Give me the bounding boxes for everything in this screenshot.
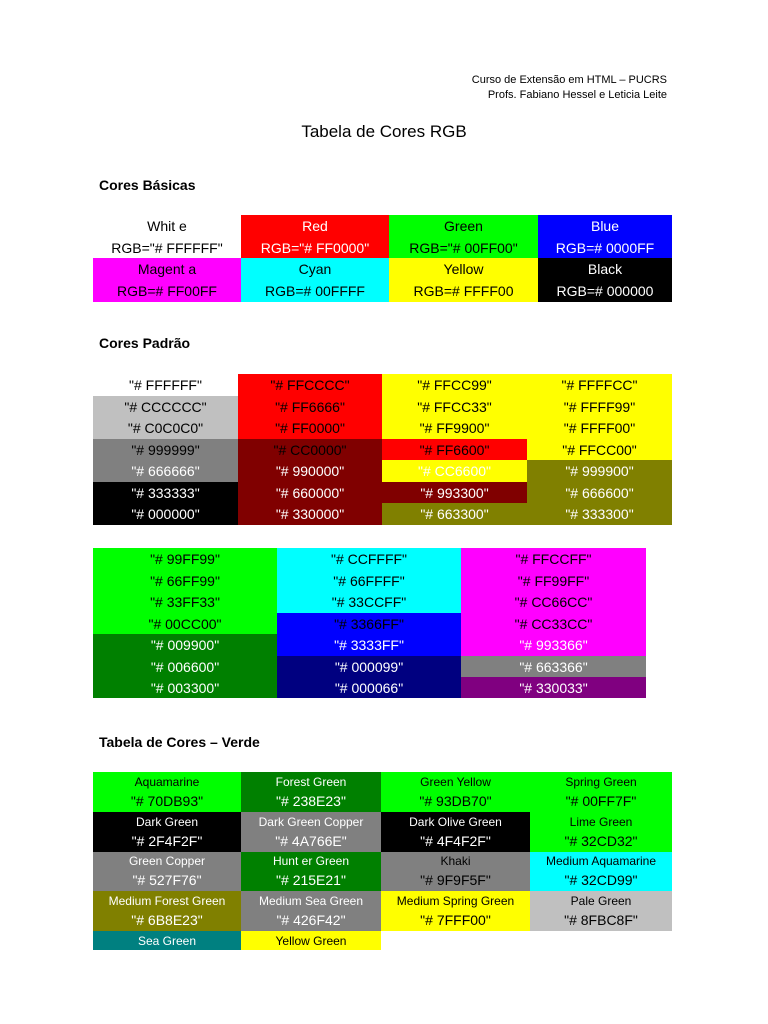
green-color-name: Spring Green [565, 774, 637, 789]
green-color-code: "# 7FFF00" [420, 911, 491, 928]
hex-cell [277, 634, 461, 656]
hex-code: "# 990000" [275, 463, 345, 479]
hex-cell [93, 374, 238, 396]
green-color-code: "# 00FF7F" [565, 792, 637, 809]
hex-code: "# FFFF00" [563, 420, 636, 436]
green-color-cell [93, 772, 241, 812]
green-color-cell [381, 852, 530, 891]
hex-code: "# 3366FF" [334, 615, 404, 632]
hex-cell [93, 439, 238, 460]
hex-cell [93, 548, 277, 570]
color-code: RGB=# 0000FF [555, 239, 655, 256]
hex-code: "# 993366" [519, 637, 588, 653]
green-color-code: "# 2F4F2F" [131, 832, 203, 849]
green-color-code: "# 527F76" [132, 872, 202, 888]
hex-cell [382, 439, 527, 460]
hex-code: "# 993300" [420, 484, 489, 501]
color-name: Green [444, 217, 483, 234]
hex-code: "# CCFFFF" [330, 551, 408, 567]
hex-cell [461, 548, 646, 570]
green-color-cell [241, 891, 381, 931]
hex-cell [238, 482, 382, 503]
hex-cell [461, 613, 646, 634]
hex-cell [461, 570, 646, 591]
hex-cell [93, 417, 238, 439]
hex-code: "# 000099" [334, 658, 404, 675]
hex-code: "# FFFFFF" [129, 377, 202, 393]
green-color-cell [93, 891, 241, 931]
green-color-code: "# 4F4F2F" [420, 832, 491, 849]
green-color-cell [381, 891, 530, 931]
color-code: RGB=# FFFF00 [413, 283, 514, 299]
hex-code: "# 00CC00" [148, 615, 222, 632]
green-color-code: "# 215E21" [276, 872, 346, 888]
hex-code: "# FFCC33" [417, 398, 492, 415]
green-color-cell [530, 812, 672, 852]
green-color-code: "# 8FBC8F" [564, 911, 638, 928]
section-heading-padrao: Cores Padrão [99, 335, 191, 351]
hex-code: "# 663300" [420, 506, 489, 522]
hex-cell [382, 460, 527, 482]
color-cell [93, 258, 241, 302]
green-color-name: Yellow Green [275, 933, 347, 948]
hex-code: "# 3333FF" [334, 637, 404, 653]
hex-cell [277, 548, 461, 570]
hex-cell [382, 482, 527, 503]
green-color-name: Aquamarine [134, 774, 200, 789]
hex-code: "# 333333" [131, 484, 200, 501]
green-color-cell [93, 812, 241, 852]
hex-cell [461, 677, 646, 698]
hex-cell [238, 396, 382, 417]
green-color-name: Green Copper [128, 854, 206, 868]
hex-cell [93, 396, 238, 417]
hex-code: "# FF9900" [419, 420, 490, 436]
hex-cell [382, 396, 527, 417]
green-color-cell [530, 852, 672, 891]
green-color-cell [241, 812, 381, 852]
hex-code: "# 666600" [565, 484, 634, 501]
hex-code: "# CC66CC" [514, 594, 593, 610]
hex-code: "# 999900" [565, 463, 634, 479]
header-course: Curso de Extensão em HTML – PUCRS [471, 74, 667, 86]
hex-cell [93, 613, 277, 634]
hex-cell [93, 677, 277, 698]
hex-code: "# FF0000" [275, 420, 345, 436]
hex-code: "# 000066" [334, 679, 404, 696]
green-color-name: Forest Green [275, 774, 347, 789]
hex-cell [461, 656, 646, 677]
hex-code: "# 330000" [275, 506, 345, 522]
green-color-cell [530, 891, 672, 931]
hex-code: "# 666666" [131, 463, 200, 479]
green-color-cell [93, 852, 241, 891]
green-color-name: Dark Olive Green [409, 814, 502, 829]
hex-code: "# 009900" [150, 637, 220, 653]
standard-colors-table-2 [93, 548, 646, 698]
green-color-name: Hunt er Green [272, 854, 350, 868]
hex-code: "# 663366" [519, 658, 588, 675]
hex-cell [93, 634, 277, 656]
header-professors: Profs. Fabiano Hessel e Leticia Leite [487, 89, 667, 101]
hex-code: "# CC0000" [273, 441, 347, 458]
hex-code: "# FFFFCC" [561, 377, 638, 393]
hex-cell [93, 460, 238, 482]
hex-cell [382, 503, 527, 525]
hex-cell [382, 374, 527, 396]
standard-colors-table-1 [93, 374, 672, 525]
hex-cell [238, 460, 382, 482]
green-color-name: Medium Sea Green [258, 893, 364, 908]
green-color-code: "# 70DB93" [130, 792, 204, 809]
green-color-name: Dark Green Copper [258, 814, 364, 829]
hex-code: "# C0C0C0" [127, 420, 204, 436]
hex-cell [527, 503, 672, 525]
green-color-code: "# 93DB70" [419, 792, 492, 809]
hex-code: "# 66FF99" [150, 572, 220, 589]
hex-cell [527, 439, 672, 460]
hex-cell [277, 677, 461, 698]
hex-code: "# 33CCFF" [331, 594, 407, 610]
hex-cell [461, 634, 646, 656]
hex-code: "# FFFF99" [563, 398, 636, 415]
hex-cell [527, 417, 672, 439]
color-name: Cyan [298, 261, 332, 277]
hex-cell [527, 374, 672, 396]
color-cell [241, 258, 389, 302]
color-name: Yellow [443, 261, 484, 277]
hex-cell [277, 613, 461, 634]
hex-code: "# 000000" [131, 506, 200, 522]
hex-cell [527, 460, 672, 482]
green-color-name: Medium Spring Green [396, 893, 515, 908]
color-name: Red [302, 217, 328, 234]
hex-cell [277, 656, 461, 677]
color-code: RGB="# FF0000" [260, 239, 370, 256]
hex-code: "# 660000" [275, 484, 345, 501]
page-title: Tabela de Cores RGB [301, 122, 467, 141]
hex-cell [238, 417, 382, 439]
color-cell [538, 258, 672, 302]
hex-code: "# FF99FF" [517, 572, 590, 589]
green-color-code: "# 426F42" [276, 911, 346, 928]
section-heading-basicas: Cores Básicas [99, 177, 196, 193]
green-color-name: Green Yellow [420, 774, 491, 789]
hex-code: "# CC33CC" [514, 615, 593, 632]
hex-cell [93, 482, 238, 503]
hex-cell [382, 417, 527, 439]
color-cell [389, 258, 538, 302]
green-color-cell [381, 772, 530, 812]
hex-code: "# 333300" [565, 506, 634, 522]
hex-code: "# FFCCFF" [515, 551, 592, 567]
green-color-code: "# 238E23" [276, 792, 346, 809]
hex-cell [93, 656, 277, 677]
color-cell [93, 215, 241, 258]
hex-code: "# FF6600" [419, 441, 490, 458]
hex-code: "# 99FF99" [150, 551, 220, 567]
hex-cell [277, 570, 461, 591]
hex-cell [527, 482, 672, 503]
hex-cell [93, 503, 238, 525]
basic-colors-table [93, 215, 672, 302]
hex-code: "# 006600" [150, 658, 220, 675]
green-color-name: Khaki [440, 854, 471, 868]
green-colors-table [93, 772, 672, 950]
hex-cell [238, 374, 382, 396]
color-code: RGB=# FF00FF [117, 283, 217, 299]
color-cell [241, 215, 389, 258]
hex-code: "# FFCCCC" [270, 377, 350, 393]
green-color-code: "# 4A766E" [275, 832, 347, 849]
hex-code: "# CC6600" [418, 463, 491, 479]
hex-cell [93, 570, 277, 591]
green-color-code: "# 9F9F5F" [420, 872, 491, 888]
color-name: Magent a [137, 261, 197, 277]
hex-cell [527, 396, 672, 417]
hex-cell [93, 591, 277, 613]
green-color-cell [530, 772, 672, 812]
green-color-code: "# 32CD99" [564, 872, 638, 888]
hex-code: "# 66FFFF" [333, 572, 405, 589]
green-color-cell [93, 931, 241, 950]
color-name: Whit e [147, 217, 187, 234]
color-code: RGB=# 00FFFF [265, 283, 365, 299]
hex-code: "# FFCC00" [562, 441, 637, 458]
color-code: RGB=# 000000 [556, 283, 654, 299]
green-color-cell [241, 852, 381, 891]
green-color-name: Lime Green [569, 814, 633, 829]
hex-cell [238, 439, 382, 460]
section-heading-verde: Tabela de Cores – Verde [99, 734, 260, 750]
green-color-cell [241, 931, 381, 950]
color-code: RGB="# 00FF00" [409, 239, 518, 256]
green-color-code: "# 6B8E23" [131, 911, 203, 928]
hex-code: "# 999999" [131, 441, 200, 458]
hex-cell [277, 591, 461, 613]
hex-code: "# 330033" [519, 679, 588, 696]
color-name: Blue [590, 217, 620, 234]
hex-code: "# CCCCCC" [124, 398, 207, 415]
hex-cell [461, 591, 646, 613]
green-color-name: Medium Forest Green [108, 893, 226, 908]
hex-cell [238, 503, 382, 525]
green-color-cell [241, 772, 381, 812]
hex-code: "# FF6666" [275, 398, 345, 415]
hex-code: "# 003300" [150, 679, 220, 696]
color-code: RGB="# FFFFFF" [111, 239, 223, 256]
green-color-name: Dark Green [135, 814, 199, 829]
color-cell [538, 215, 672, 258]
color-cell [389, 215, 538, 258]
green-color-cell [381, 812, 530, 852]
hex-code: "# 33FF33" [150, 594, 220, 610]
green-color-name: Medium Aquamarine [545, 854, 657, 868]
green-color-name: Pale Green [570, 893, 632, 908]
green-color-code: "# 32CD32" [564, 832, 638, 849]
green-color-name: Sea Green [137, 933, 197, 948]
color-name: Black [587, 261, 623, 277]
hex-code: "# FFCC99" [417, 377, 492, 393]
